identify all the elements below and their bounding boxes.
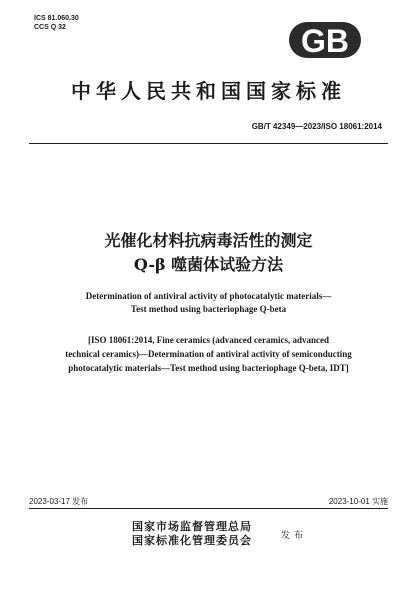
standard-name: 中华人民共和国国家标准 <box>71 79 346 103</box>
title-zh-line2: Q-β 噬菌体试验方法 <box>133 255 284 274</box>
ics-code: ICS 81.060.30 <box>34 15 79 22</box>
title-en-line2: Test method using bacteriophage Q-beta <box>130 304 287 314</box>
ccs-code: CCS Q 32 <box>34 24 66 31</box>
publish-label: 发布 <box>281 531 308 541</box>
iso-reference-line3: photocatalytic materials—Test method using bacteriophage Q-beta, IDT] <box>68 363 349 373</box>
issuer-samr: 国家市场监督管理总局 <box>132 520 252 533</box>
issue-date: 2023-03-17 发布 <box>29 497 89 506</box>
top-rule <box>29 143 388 144</box>
issuers-block <box>132 520 252 548</box>
issuer-sac: 国家标准化管理委员会 <box>132 534 252 547</box>
gb-logo-text: GB <box>301 23 349 59</box>
iso-reference-line1: [ISO 18061:2014, Fine ceramics (advanced ceramics, advanced <box>88 335 329 345</box>
standard-number: GB/T 42349—2023/ISO 18061:2014 <box>251 122 382 131</box>
title-zh-line1: 光催化材料抗病毒活性的测定 <box>104 231 313 250</box>
gb-logo <box>287 18 363 62</box>
implement-date: 2023-10-01 实施 <box>328 497 388 506</box>
ics-code-block <box>34 14 79 32</box>
iso-reference-line2: technical ceramics)—Determination of antiviral activity of semiconducting <box>65 349 352 359</box>
title-en-line1: Determination of antiviral activity of photocatalytic materials— <box>85 291 332 301</box>
bottom-rule <box>29 508 388 509</box>
